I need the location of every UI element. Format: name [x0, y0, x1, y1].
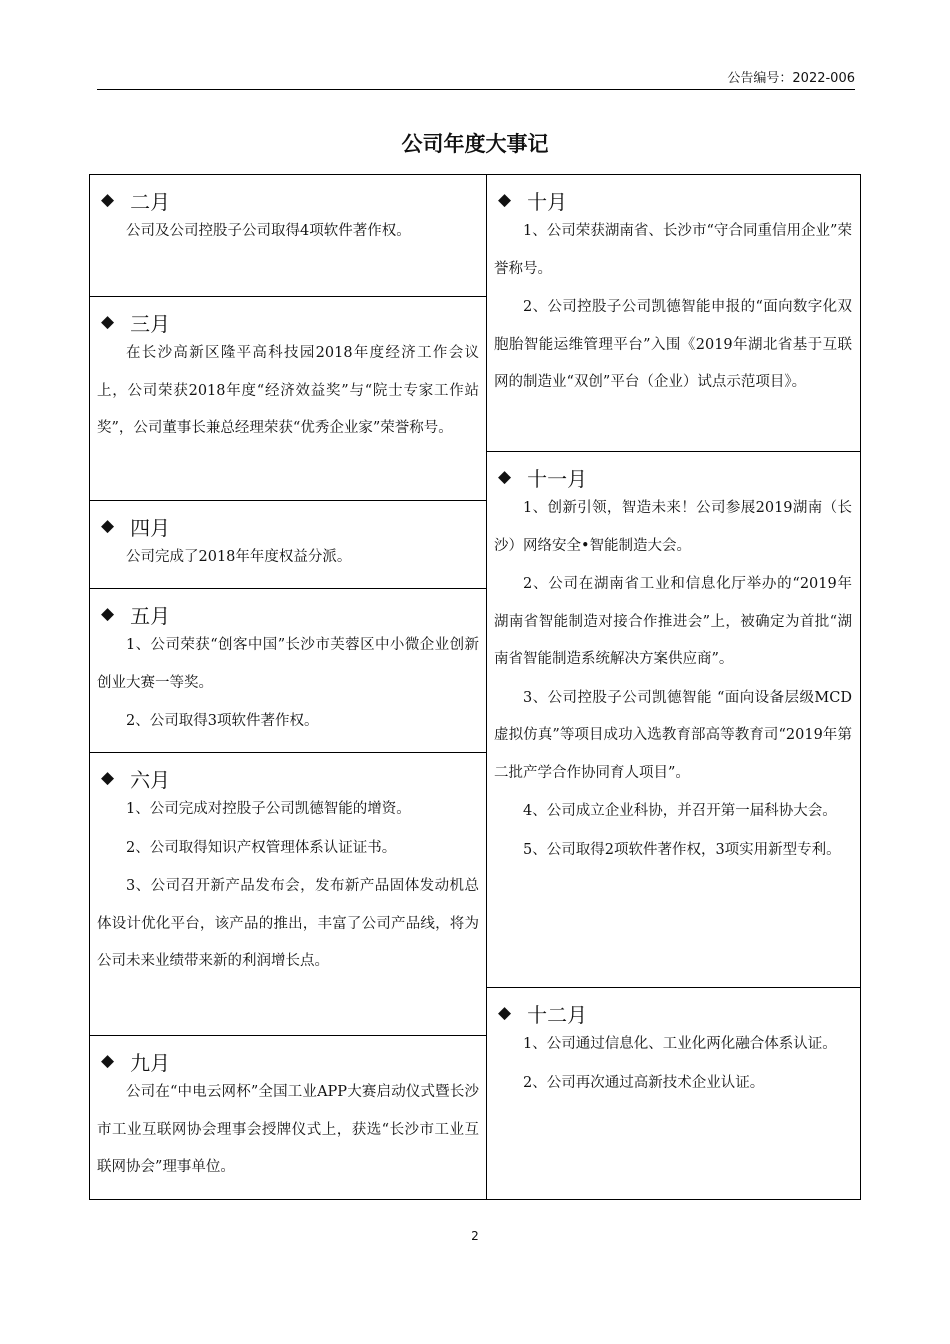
- month-label: 十二月: [527, 1002, 588, 1027]
- month-heading: [498, 1001, 860, 1025]
- event-cell-december: [487, 987, 860, 1199]
- event-cell-october: [487, 175, 860, 451]
- event-text: 公司及公司控股子公司取得4项软件著作权。: [126, 223, 411, 239]
- left-column: [89, 174, 487, 1200]
- month-heading: [498, 188, 860, 212]
- event-text: 1、公司荣获湖南省、长沙市“守合同重信用企业”荣誉称号。: [494, 223, 852, 277]
- month-heading: [498, 465, 860, 489]
- month-heading: [101, 188, 487, 212]
- diamond-bullet-icon: ◆: [101, 312, 115, 332]
- event-cell-may: [90, 588, 487, 752]
- event-cell-june: [90, 752, 487, 1035]
- event-text: 在长沙高新区隆平高科技园2018年度经济工作会议上，公司荣获2018年度“经济效益奖”与“院士专家工作站奖”，公司董事长兼总经理荣获“优秀企业家”荣誉称号。: [97, 345, 479, 436]
- month-label: 九月: [130, 1050, 171, 1075]
- event-text: 4、公司成立企业科协，并召开第一届科协大会。: [523, 803, 837, 819]
- month-heading: [101, 514, 487, 538]
- announcement-number: 公告编号：2022-006: [727, 71, 855, 86]
- month-label: 六月: [130, 767, 171, 792]
- diamond-bullet-icon: ◆: [101, 768, 115, 788]
- event-text: 2、公司再次通过高新技术企业认证。: [523, 1074, 765, 1091]
- page-number: 2: [471, 1229, 479, 1243]
- event-text: 1、创新引领，智造未来！公司参展2019湖南（长沙）网络安全•智能制造大会。: [494, 500, 852, 554]
- event-cell-february: [90, 175, 487, 296]
- month-label: 十月: [527, 189, 568, 214]
- event-text: 1、公司通过信息化、工业化两化融合体系认证。: [523, 1036, 837, 1052]
- event-text: 2、公司取得3项软件著作权。: [126, 713, 319, 729]
- month-heading: [101, 766, 487, 790]
- month-label: 十一月: [527, 466, 588, 491]
- event-text: 公司完成了2018年年度权益分派。: [126, 549, 352, 565]
- diamond-bullet-icon: ◆: [101, 516, 115, 536]
- month-label: 五月: [130, 603, 171, 628]
- event-text: 2、公司在湖南省工业和信息化厅举办的“2019年湖南省智能制造对接合作推进会”上，被确定为首批“湖南省智能制造系统解决方案供应商”。: [494, 576, 852, 667]
- event-text: 2、公司取得知识产权管理体系认证证书。: [126, 839, 397, 856]
- event-text: 3、公司控股子公司凯德智能 “面向设备层级MCD虚拟仿真”等项目成功入选教育部高等教育司“2019年第二批产学合作协同育人项目”。: [494, 689, 852, 781]
- event-cell-september: [90, 1035, 487, 1199]
- month-label: 二月: [130, 189, 171, 214]
- right-column: [486, 174, 861, 1200]
- diamond-bullet-icon: ◆: [498, 190, 512, 210]
- diamond-bullet-icon: ◆: [498, 1003, 512, 1023]
- event-text: 1、公司荣获“创客中国”长沙市芙蓉区中小微企业创新创业大赛一等奖。: [97, 637, 479, 691]
- event-cell-april: [90, 500, 487, 588]
- event-cell-november: [487, 451, 860, 987]
- event-text: 公司在“中电云网杯”全国工业APP大赛启动仪式暨长沙市工业互联网协会理事会授牌仪式上，获选“长沙市工业互联网协会”理事单位。: [97, 1084, 479, 1175]
- diamond-bullet-icon: ◆: [498, 467, 512, 487]
- page-title: 公司年度大事记: [401, 132, 549, 156]
- event-cell-march: [90, 296, 487, 500]
- diamond-bullet-icon: ◆: [101, 604, 115, 624]
- month-label: 四月: [130, 515, 171, 540]
- diamond-bullet-icon: ◆: [101, 1051, 115, 1071]
- event-text: 2、公司控股子公司凯德智能申报的“面向数字化双胞胎智能运维管理平台”入围《2019年湖北省基于互联网的制造业“双创”平台（企业）试点示范项目》。: [494, 299, 852, 390]
- diamond-bullet-icon: ◆: [101, 190, 115, 210]
- header-rule: [97, 89, 855, 90]
- month-heading: [101, 1049, 487, 1073]
- month-label: 三月: [130, 311, 171, 336]
- month-heading: [101, 602, 487, 626]
- event-text: 3、公司召开新产品发布会，发布新产品固体发动机总体设计优化平台，该产品的推出，丰富了公司产品线，将为公司未来业绩带来新的利润增长点。: [97, 878, 479, 969]
- event-text: 5、公司取得2项软件著作权，3项实用新型专利。: [523, 841, 841, 858]
- month-heading: [101, 310, 487, 334]
- event-text: 1、公司完成对控股子公司凯德智能的增资。: [126, 801, 411, 817]
